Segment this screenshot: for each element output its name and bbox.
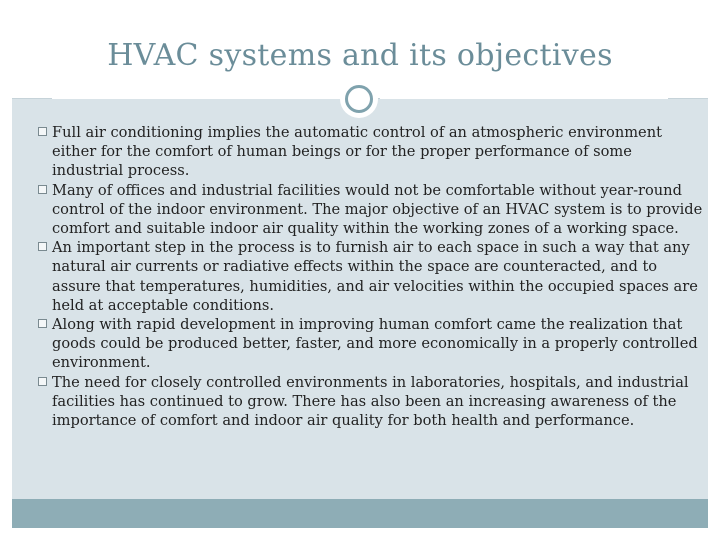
square-bullet-icon: [38, 185, 47, 194]
bullet-text: Along with rapid development in improving human comfort came the realization that goods could be produced better, faster, and more economically in a properly controlled environment.: [52, 316, 698, 372]
square-bullet-icon: [38, 377, 47, 386]
divider-line-right: [380, 98, 668, 99]
bullet-text: The need for closely controlled environments in laboratories, hospitals, and industrial facilities has continued to grow. There has also been an increasing awareness of the importance of comfort and indoor air quality for both health and performance.: [52, 373, 689, 430]
bullet-item: [38, 123, 704, 181]
bullet-text: Full air conditioning implies the automatic control of an atmospheric environment either for the comfort of human beings or for the proper performance of some industrial process.: [52, 124, 662, 180]
bullet-item: [38, 373, 704, 431]
slide-frame: [12, 12, 708, 528]
circle-divider-icon: [340, 80, 378, 118]
slide-title: HVAC systems and its objectives: [107, 38, 613, 73]
bullet-text: Many of offices and industrial facilities would not be comfortable without year-round control of the indoor environment. The major objective of an HVAC system is to provide comfort and suitable indoor air quality within the working zones of a working space.: [52, 181, 703, 238]
square-bullet-icon: [38, 242, 47, 251]
square-bullet-icon: [38, 319, 47, 328]
bullet-text: An important step in the process is to furnish air to each space in such a way that any natural air currents or radiative effects within the space are counteracted, and to assure that temperatures, humidities, and air velocities within the occupied spaces are held at acceptable conditions.: [52, 239, 698, 314]
bullet-list: [38, 123, 704, 430]
footer-bar: [12, 499, 708, 528]
bullet-item: [38, 181, 704, 239]
divider-line-left: [52, 98, 342, 99]
bullet-item: [38, 315, 704, 373]
square-bullet-icon: [38, 127, 47, 136]
bullet-item: [38, 238, 704, 315]
